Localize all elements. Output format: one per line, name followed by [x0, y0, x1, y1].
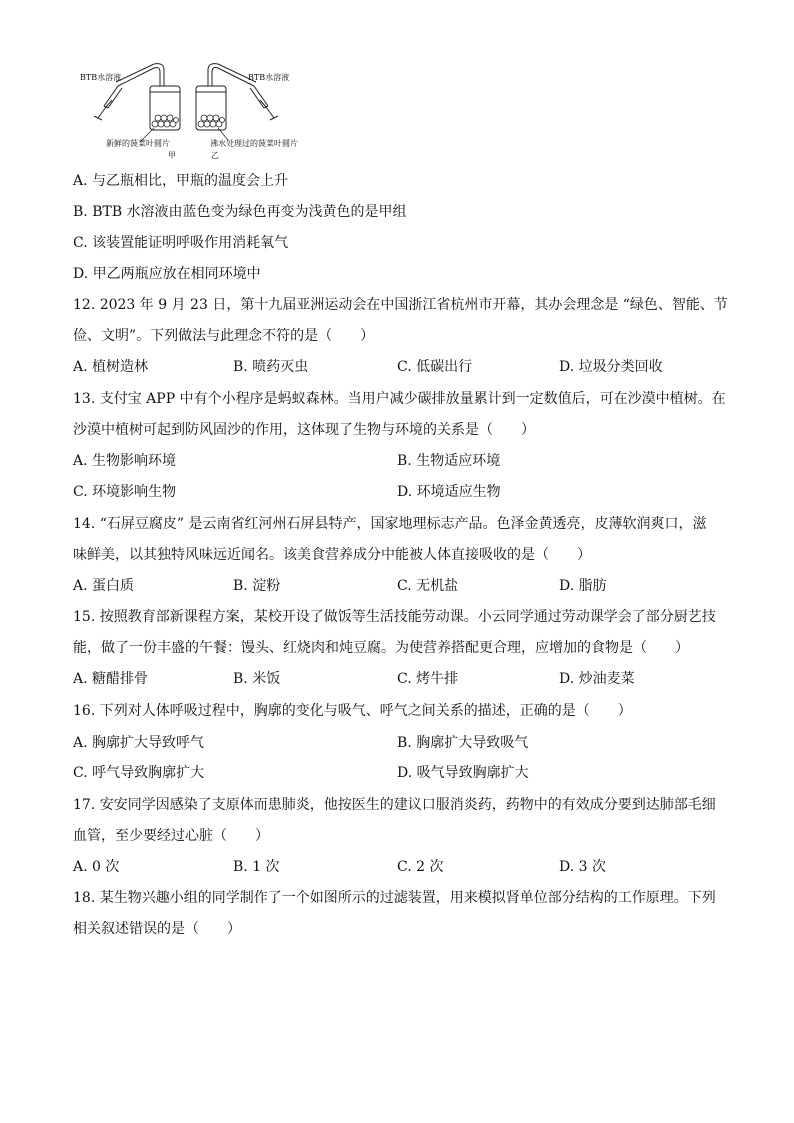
q15-option-d: D. 炒油麦菜: [559, 671, 635, 687]
q13-option-a: A. 生物影响环境: [73, 453, 177, 469]
apparatus-figure: [78, 60, 328, 165]
q13-stem-line2: 沙漠中植树可起到防风固沙的作用，这体现了生物与环境的关系是（ ）: [73, 422, 535, 438]
q15-option-a: A. 糖醋排骨: [73, 671, 149, 687]
q11-option-b: B. BTB 水溶液由蓝色变为绿色再变为浅黄色的是甲组: [73, 204, 407, 220]
q16-option-a: A. 胸廓扩大导致呼气: [73, 735, 205, 751]
q12-stem-line2: 俭、文明”。下列做法与此理念不符的是（ ）: [73, 328, 375, 344]
btb-label-right: BTB水溶液: [248, 73, 290, 82]
q17-stem-line1: 17. 安安同学因感染了支原体而患肺炎，他按医生的建议口服消炎药，药物中的有效成分要到达肺部毛细: [73, 797, 716, 813]
q11-option-a: A. 与乙瓶相比，甲瓶的温度会上升: [73, 173, 289, 189]
q12-option-c: C. 低碳出行: [397, 359, 473, 375]
q16-option-b: B. 胸廓扩大导致吸气: [397, 735, 529, 751]
q15-stem-line2: 能，做了一份丰盛的午餐：馒头、红烧肉和炖豆腐。为使营养搭配更合理，应增加的食物是（ ）: [73, 640, 689, 656]
q12-option-b: B. 喷药灭虫: [233, 359, 309, 375]
q12-stem-line1: 12. 2023 年 9 月 23 日，第十九届亚洲运动会在中国浙江省杭州市开幕，其办会理念是 “绿色、智能、节: [73, 297, 728, 313]
q14-option-b: B. 淀粉: [233, 578, 281, 594]
q14-option-a: A. 蛋白质: [73, 578, 135, 594]
q17-stem-line2: 血管，至少要经过心脏（ ）: [73, 828, 269, 844]
q17-option-c: C. 2 次: [397, 859, 444, 875]
q15-option-b: B. 米饭: [233, 671, 281, 687]
q16-stem-line1: 16. 下列对人体呼吸过程中，胸廓的变化与吸气、呼气之间关系的描述，正确的是（ ）: [73, 703, 632, 719]
q14-option-c: C. 无机盐: [397, 578, 459, 594]
q18-stem-line1: 18. 某生物兴趣小组的同学制作了一个如图所示的过滤装置，用来模拟肾单位部分结构的工作原理。下列: [73, 890, 716, 906]
q15-option-c: C. 烤牛排: [397, 671, 459, 687]
q13-option-b: B. 生物适应环境: [397, 453, 501, 469]
caption-left: 新鲜的菠菜叶圆片: [106, 139, 170, 148]
q18-stem-line2: 相关叙述错误的是（ ）: [73, 921, 241, 937]
q16-option-d: D. 吸气导致胸廓扩大: [397, 765, 529, 781]
syringe-right: [250, 86, 278, 120]
q16-option-c: C. 呼气导致胸廓扩大: [73, 765, 205, 781]
btb-label-left: BTB水溶液: [80, 73, 122, 82]
q14-option-d: D. 脂肪: [559, 578, 607, 594]
q17-option-b: B. 1 次: [233, 859, 280, 875]
q13-stem-line1: 13. 支付宝 APP 中有个小程序是蚂蚁森林。当用户减少碳排放量累计到一定数值后，可在沙漠中植树。在: [73, 391, 726, 407]
leaf-discs-left: [152, 115, 179, 127]
q13-option-d: D. 环境适应生物: [397, 484, 501, 500]
q14-stem-line2: 味鲜美，以其独特风味远近闻名。该美食营养成分中能被人体直接吸收的是（ ）: [73, 547, 591, 563]
leaf-discs-right: [198, 115, 225, 127]
q13-option-c: C. 环境影响生物: [73, 484, 177, 500]
syringe-left: [94, 86, 122, 120]
q12-option-d: D. 垃圾分类回收: [559, 359, 663, 375]
caption-right: 沸水处理过的菠菜叶圆片: [210, 139, 298, 148]
q15-stem-line1: 15. 按照教育部新课程方案，某校开设了做饭等生活技能劳动课。小云同学通过劳动课学会了部分厨艺技: [73, 609, 716, 625]
q17-option-d: D. 3 次: [559, 859, 606, 875]
q14-stem-line1: 14. “石屏豆腐皮” 是云南省红河州石屏县特产，国家地理标志产品。色泽金黄透亮，皮薄软润爽口，滋: [73, 516, 707, 532]
q12-option-a: A. 植树造林: [73, 359, 149, 375]
q17-option-a: A. 0 次: [73, 859, 120, 875]
q11-option-d: D. 甲乙两瓶应放在相同环境中: [73, 266, 261, 282]
jar-label-right: 乙: [211, 151, 219, 160]
jar-label-left: 甲: [168, 151, 176, 160]
q11-option-c: C. 该装置能证明呼吸作用消耗氧气: [73, 235, 289, 251]
